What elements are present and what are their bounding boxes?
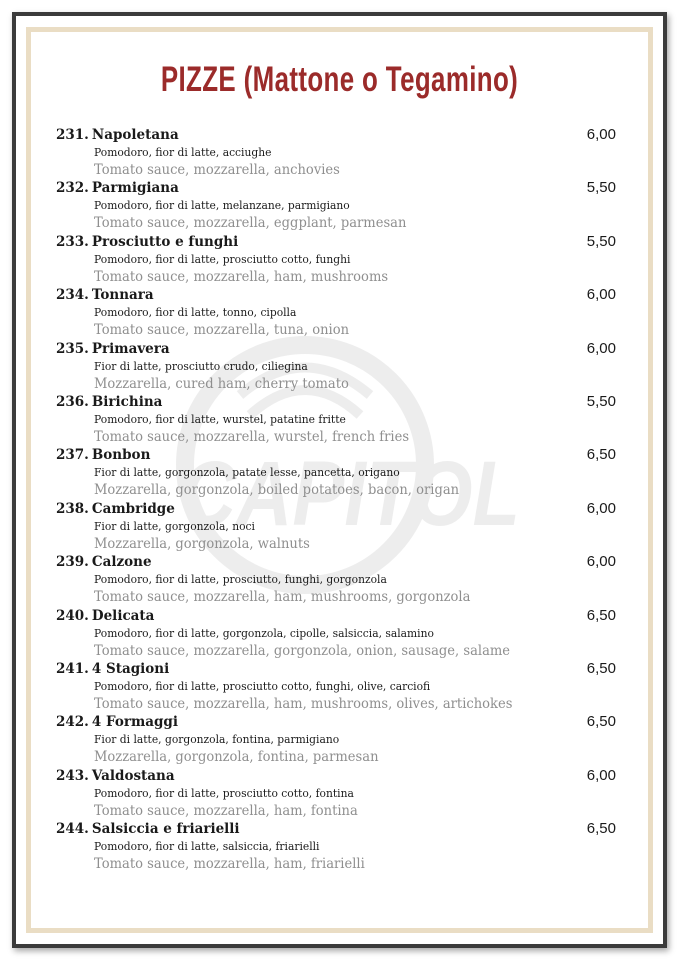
menu-title: PIZZE (Mattone o Tegamino) (160, 60, 519, 99)
menu-item (56, 233, 616, 286)
item-price: 6,00 (586, 553, 616, 571)
item-ingredients-italian: Fior di latte, gorgonzola, noci (94, 518, 255, 533)
item-name: 4 Formaggi (91, 714, 178, 731)
item-name: Prosciutto e funghi (91, 233, 239, 250)
item-name: Napoletana (91, 127, 179, 143)
pizza-list (56, 126, 616, 873)
item-number: 244. (56, 821, 89, 838)
item-number: 243. (56, 767, 89, 784)
item-number: 237. (56, 447, 89, 464)
item-price: 6,50 (586, 820, 616, 838)
item-price: 6,00 (586, 339, 616, 357)
menu-item (56, 446, 616, 499)
item-number: 239. (56, 554, 89, 571)
item-ingredients-italian: Pomodoro, fior di latte, prosciutto cotto, funghi, olive, carciofi (94, 678, 431, 693)
item-header (56, 660, 616, 678)
item-price: 6,50 (586, 606, 616, 624)
item-ingredients-english: Tomato sauce, mozzarella, ham, friarielli (94, 856, 365, 873)
item-ingredients-italian: Pomodoro, fior di latte, gorgonzola, cipolle, salsiccia, salamino (94, 625, 434, 640)
item-number: 242. (56, 714, 89, 731)
item-number: 241. (56, 660, 89, 677)
item-header (56, 286, 616, 304)
menu-item (56, 660, 616, 713)
item-ingredients-english: Tomato sauce, mozzarella, ham, fontina (94, 802, 358, 819)
item-ingredients-italian: Fior di latte, gorgonzola, patate lesse, pancetta, origano (94, 465, 400, 480)
item-price: 6,00 (586, 126, 616, 143)
item-price: 5,50 (586, 179, 616, 197)
item-ingredients-italian: Fior di latte, prosciutto crudo, ciliegina (94, 358, 308, 373)
item-ingredients-english: Mozzarella, gorgonzola, walnuts (94, 535, 310, 552)
item-ingredients-english: Tomato sauce, mozzarella, gorgonzola, onion, sausage, salame (94, 642, 511, 659)
menu-item (56, 500, 616, 553)
item-ingredients-english: Tomato sauce, mozzarella, ham, mushrooms (94, 268, 389, 285)
menu-item (56, 126, 616, 179)
item-header (56, 607, 616, 625)
item-ingredients-italian: Pomodoro, fior di latte, acciughe (94, 145, 272, 159)
item-header (56, 340, 616, 358)
item-price: 5,50 (586, 392, 616, 410)
item-header (56, 179, 616, 197)
item-name: Primavera (91, 340, 170, 357)
menu-item (56, 607, 616, 660)
item-number: 240. (56, 607, 89, 624)
item-header (56, 126, 616, 144)
item-header (56, 446, 616, 464)
menu-item (56, 553, 616, 606)
menu-item (56, 713, 616, 766)
item-ingredients-italian: Pomodoro, fior di latte, melanzane, parmigiano (94, 198, 350, 213)
menu-item (56, 820, 616, 873)
menu-item (56, 340, 616, 393)
item-number: 232. (56, 180, 89, 197)
item-name: Salsiccia e friarielli (91, 821, 240, 838)
menu-item (56, 179, 616, 232)
item-ingredients-italian: Pomodoro, fior di latte, prosciutto, funghi, gorgonzola (94, 572, 387, 587)
item-name: Delicata (91, 607, 155, 624)
item-ingredients-italian: Fior di latte, gorgonzola, fontina, parmigiano (94, 732, 340, 747)
item-number: 231. (56, 127, 89, 143)
item-number: 234. (56, 287, 89, 304)
item-name: Tonnara (91, 287, 154, 304)
item-ingredients-english: Tomato sauce, mozzarella, ham, mushrooms, olives, artichokes (94, 695, 513, 712)
item-name: Bonbon (91, 447, 151, 464)
item-ingredients-italian: Pomodoro, fior di latte, wurstel, patatine fritte (94, 411, 346, 426)
item-header (56, 500, 616, 518)
item-price: 6,50 (586, 659, 616, 677)
item-ingredients-italian: Pomodoro, fior di latte, salsiccia, friarielli (94, 839, 320, 854)
item-ingredients-english: Tomato sauce, mozzarella, anchovies (94, 162, 340, 178)
menu-item (56, 286, 616, 339)
item-header (56, 713, 616, 731)
item-price: 6,50 (586, 446, 616, 464)
item-header (56, 820, 616, 838)
item-header (56, 393, 616, 411)
item-price: 6,50 (586, 713, 616, 731)
item-ingredients-english: Mozzarella, gorgonzola, boiled potatoes, bacon, origan (94, 482, 460, 499)
item-ingredients-italian: Pomodoro, fior di latte, prosciutto cotto, fontina (94, 785, 354, 800)
watermark-text: CAPITOL (180, 443, 520, 545)
item-header (56, 767, 616, 785)
item-ingredients-english: Tomato sauce, mozzarella, ham, mushrooms, gorgonzola (94, 589, 471, 606)
item-ingredients-english: Mozzarella, cured ham, cherry tomato (94, 375, 349, 392)
item-price: 6,00 (586, 286, 616, 304)
menu-item (56, 393, 616, 446)
item-price: 6,00 (586, 499, 616, 517)
item-price: 5,50 (586, 232, 616, 250)
menu-item (56, 767, 616, 820)
item-price: 6,00 (586, 766, 616, 784)
item-name: Cambridge (91, 500, 175, 517)
item-number: 236. (56, 393, 89, 410)
item-name: Parmigiana (91, 180, 179, 197)
item-name: Birichina (91, 393, 163, 410)
item-number: 233. (56, 233, 89, 250)
item-number: 238. (56, 500, 89, 517)
item-ingredients-english: Tomato sauce, mozzarella, tuna, onion (94, 322, 350, 339)
item-header (56, 233, 616, 251)
item-ingredients-italian: Pomodoro, fior di latte, tonno, cipolla (94, 305, 297, 320)
item-number: 235. (56, 340, 89, 357)
item-ingredients-english: Tomato sauce, mozzarella, wurstel, french fries (94, 428, 410, 445)
item-header (56, 553, 616, 571)
item-name: Calzone (91, 554, 152, 571)
item-ingredients-italian: Pomodoro, fior di latte, prosciutto cotto, funghi (94, 251, 351, 266)
item-ingredients-english: Tomato sauce, mozzarella, eggplant, parmesan (94, 215, 407, 232)
item-ingredients-english: Mozzarella, gorgonzola, fontina, parmesan (94, 749, 379, 766)
item-name: Valdostana (91, 767, 175, 784)
item-name: 4 Stagioni (91, 660, 170, 677)
